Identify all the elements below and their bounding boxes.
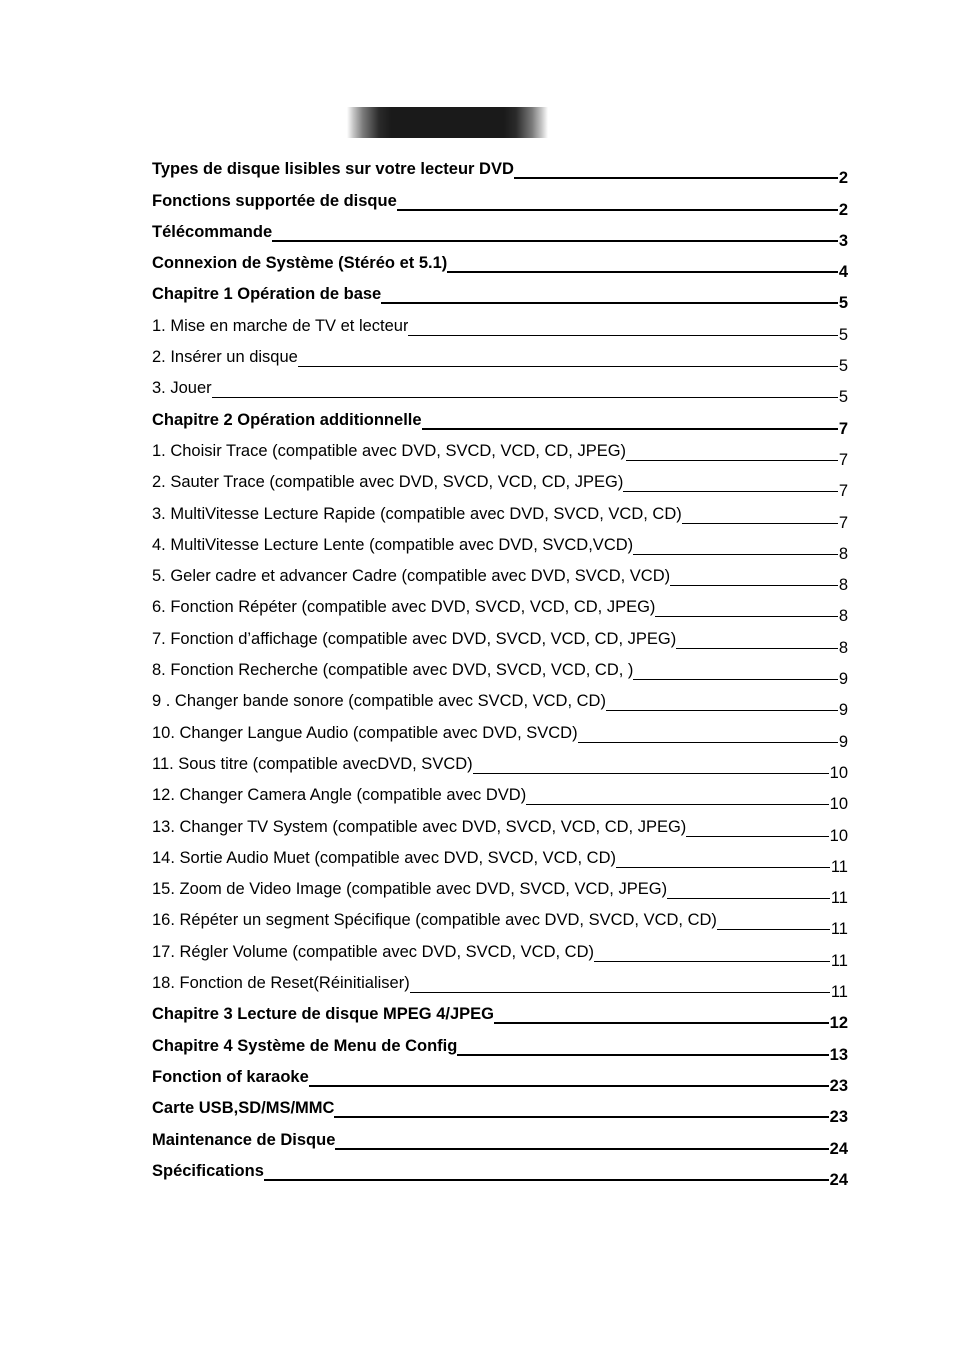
toc-entry-title: 3. Jouer	[152, 379, 212, 398]
toc-entry-leader-line	[623, 491, 837, 492]
toc-entry[interactable]	[152, 1154, 848, 1189]
toc-entry[interactable]	[152, 434, 848, 469]
toc-entry-leader-line	[670, 585, 838, 586]
toc-entry-page-number: 10	[829, 795, 848, 814]
toc-entry-title: 5. Geler cadre et advancer Cadre (compatible avec DVD, SVCD, VCD)	[152, 567, 671, 586]
toc-entry-leader-line	[397, 209, 838, 211]
toc-entry-leader-line	[422, 428, 838, 430]
toc-entry-page-number: 7	[838, 513, 848, 532]
toc-entry-title: 18. Fonction de Reset(Réinitialiser)	[152, 974, 410, 993]
toc-entry-title: 1. Mise en marche de TV et lecteur	[152, 316, 409, 335]
toc-entry-title: 12. Changer Camera Angle (compatible avec DVD)	[152, 786, 527, 805]
toc-entry-page-number: 9	[838, 732, 848, 751]
toc-entry-page-number: 11	[830, 857, 848, 876]
toc-entry-title: Carte USB,SD/MS/MMC	[152, 1099, 335, 1118]
toc-entry-page-number: 10	[829, 763, 848, 782]
toc-entry-page-number: 3	[838, 231, 848, 250]
toc-entry-title: 1. Choisir Trace (compatible avec DVD, SVCD, VCD, CD, JPEG)	[152, 441, 627, 460]
toc-entry[interactable]	[152, 152, 848, 188]
toc-entry-page-number: 24	[829, 1139, 848, 1158]
toc-entry-page-number: 8	[838, 638, 848, 657]
toc-entry-title: Chapitre 3 Lecture de disque MPEG 4/JPEG	[152, 1005, 495, 1024]
toc-entry-leader-line	[335, 1148, 828, 1150]
toc-entry[interactable]	[152, 465, 848, 501]
toc-entry-title: Fonctions supportée de disque	[152, 191, 397, 210]
toc-entry-leader-line	[667, 898, 830, 899]
toc-entry[interactable]	[152, 246, 848, 282]
toc-entry-page-number: 11	[830, 983, 848, 1002]
toc-entry[interactable]	[152, 621, 848, 657]
toc-entry[interactable]	[152, 528, 848, 563]
toc-entry-leader-line	[212, 397, 838, 398]
toc-entry-title: 6. Fonction Répéter (compatible avec DVD, SVCD, VCD, CD, JPEG)	[152, 598, 656, 617]
toc-entry-title: Spécifications	[152, 1161, 264, 1180]
toc-entry-page-number: 7	[838, 450, 848, 469]
toc-entry[interactable]	[152, 778, 848, 814]
toc-entry-title: Chapitre 1 Opération de base	[152, 285, 382, 304]
toc-entry-title: Chapitre 4 Système de Menu de Config	[152, 1036, 458, 1055]
toc-entry-page-number: 7	[838, 482, 848, 501]
toc-entry[interactable]	[152, 997, 848, 1033]
toc-entry[interactable]	[152, 183, 848, 219]
toc-entry-page-number: 7	[838, 419, 848, 438]
toc-entry-title: 11. Sous titre (compatible avecDVD, SVCD)	[152, 754, 473, 773]
toc-entry[interactable]	[152, 966, 848, 1002]
toc-entry-title: 2. Sauter Trace (compatible avec DVD, SVCD, VCD, CD, JPEG)	[152, 473, 624, 492]
toc-entry-title: Types de disque lisibles sur votre lecteur DVD	[152, 160, 514, 179]
toc-entry-page-number: 24	[829, 1170, 848, 1189]
toc-entry-page-number: 13	[829, 1045, 848, 1064]
toc-entry-title: 2. Insérer un disque	[152, 348, 298, 367]
toc-entry-title: 7. Fonction d’affichage (compatible avec DVD, SVCD, VCD, CD, JPEG)	[152, 629, 677, 648]
toc-entry-title: 9 . Changer bande sonore (compatible avec SVCD, VCD, CD)	[152, 692, 606, 711]
toc-entry[interactable]	[152, 308, 848, 344]
toc-entry-page-number: 2	[838, 200, 848, 219]
toc-entry[interactable]	[152, 747, 848, 782]
toc-entry-leader-line	[272, 240, 838, 242]
toc-entry-page-number: 9	[838, 670, 848, 689]
toc-entry-leader-line	[626, 460, 838, 461]
toc-entry-leader-line	[594, 961, 830, 962]
toc-entry-title: 13. Changer TV System (compatible avec DVD, SVCD, VCD, CD, JPEG)	[152, 817, 687, 836]
toc-entry-title: 10. Changer Langue Audio (compatible avec DVD, SVCD)	[152, 723, 578, 742]
toc-entry-title: 17. Régler Volume (compatible avec DVD, SVCD, VCD, CD)	[152, 942, 594, 961]
toc-entry-title: 4. MultiVitesse Lecture Lente (compatible avec DVD, SVCD,VCD)	[152, 535, 634, 554]
toc-entry[interactable]	[152, 559, 848, 595]
toc-entry-page-number: 8	[838, 607, 848, 626]
toc-entry-leader-line	[686, 836, 828, 837]
toc-entry-page-number: 4	[838, 263, 848, 282]
toc-entry-leader-line	[526, 804, 828, 805]
toc-entry[interactable]	[152, 402, 848, 438]
toc-entry-title: Fonction of karaoke	[152, 1067, 309, 1086]
toc-entry-leader-line	[334, 1116, 828, 1118]
toc-entry[interactable]	[152, 809, 848, 845]
toc-entry[interactable]	[152, 934, 848, 970]
toc-entry-leader-line	[264, 1179, 829, 1181]
toc-entry[interactable]	[152, 1060, 848, 1095]
toc-entry-page-number: 5	[838, 388, 848, 407]
toc-entry[interactable]	[152, 715, 848, 751]
toc-entry-page-number: 5	[838, 294, 848, 313]
toc-entry[interactable]	[152, 1028, 848, 1064]
toc-entry-page-number: 9	[838, 701, 848, 720]
toc-entry[interactable]	[152, 653, 848, 689]
toc-entry-page-number: 8	[838, 576, 848, 595]
toc-entry-leader-line	[447, 271, 838, 273]
toc-entry-leader-line	[606, 710, 838, 711]
toc-entry-leader-line	[578, 742, 838, 743]
toc-entry-page-number: 2	[838, 169, 848, 188]
toc-entry-leader-line	[309, 1085, 829, 1087]
toc-entry[interactable]	[152, 872, 848, 908]
toc-entry-leader-line	[676, 648, 838, 649]
toc-entry-title: 16. Répéter un segment Spécifique (compatible avec DVD, SVCD, VCD, CD)	[152, 911, 717, 930]
toc-entry-title: Chapitre 2 Opération additionnelle	[152, 410, 422, 429]
toc-entry[interactable]	[152, 496, 848, 532]
toc-entry-leader-line	[457, 1054, 828, 1056]
toc-entry[interactable]	[152, 277, 848, 313]
toc-entry-page-number: 11	[830, 951, 848, 970]
toc-entry[interactable]	[152, 215, 848, 250]
toc-entry-title: 8. Fonction Recherche (compatible avec DVD, SVCD, VCD, CD, )	[152, 661, 634, 680]
toc-entry[interactable]	[152, 841, 848, 876]
toc-entry[interactable]	[152, 684, 848, 720]
toc-entry[interactable]	[152, 371, 848, 407]
toc-entry-leader-line	[633, 554, 838, 555]
header-banner	[347, 107, 548, 138]
toc-entry-title: 15. Zoom de Video Image (compatible avec DVD, SVCD, VCD, JPEG)	[152, 880, 668, 899]
toc-entry-title: 3. MultiVitesse Lecture Rapide (compatible avec DVD, SVCD, VCD, CD)	[152, 504, 682, 523]
toc-entry-leader-line	[682, 523, 838, 524]
toc-entry-leader-line	[514, 177, 838, 179]
table-of-contents	[152, 152, 848, 1189]
toc-entry-leader-line	[633, 679, 837, 680]
toc-entry-page-number: 12	[829, 1014, 848, 1033]
toc-entry-page-number: 23	[829, 1076, 848, 1095]
toc-entry-title: Connexion de Système (Stéréo et 5.1)	[152, 254, 448, 273]
toc-entry-leader-line	[655, 616, 837, 617]
toc-entry-leader-line	[381, 302, 838, 304]
toc-entry-title: 14. Sortie Audio Muet (compatible avec DVD, SVCD, VCD, CD)	[152, 848, 617, 867]
toc-entry[interactable]	[152, 1091, 848, 1127]
toc-entry-leader-line	[408, 335, 837, 336]
toc-entry[interactable]	[152, 1122, 848, 1158]
toc-entry-title: Télécommande	[152, 222, 273, 241]
toc-entry-page-number: 10	[829, 826, 848, 845]
toc-entry-leader-line	[717, 929, 830, 930]
toc-entry-page-number: 5	[838, 357, 848, 376]
toc-entry-page-number: 8	[838, 544, 848, 563]
toc-entry-leader-line	[298, 366, 838, 367]
toc-entry-page-number: 23	[829, 1108, 848, 1127]
toc-entry[interactable]	[152, 590, 848, 626]
toc-entry-page-number: 11	[830, 920, 848, 939]
toc-entry[interactable]	[152, 340, 848, 376]
toc-entry-page-number: 5	[838, 325, 848, 344]
toc-entry-leader-line	[616, 867, 830, 868]
toc-entry-leader-line	[410, 992, 830, 993]
toc-entry[interactable]	[152, 903, 848, 939]
toc-entry-leader-line	[473, 773, 829, 774]
toc-entry-page-number: 11	[830, 889, 848, 908]
toc-entry-title: Maintenance de Disque	[152, 1130, 336, 1149]
toc-entry-leader-line	[494, 1022, 829, 1024]
